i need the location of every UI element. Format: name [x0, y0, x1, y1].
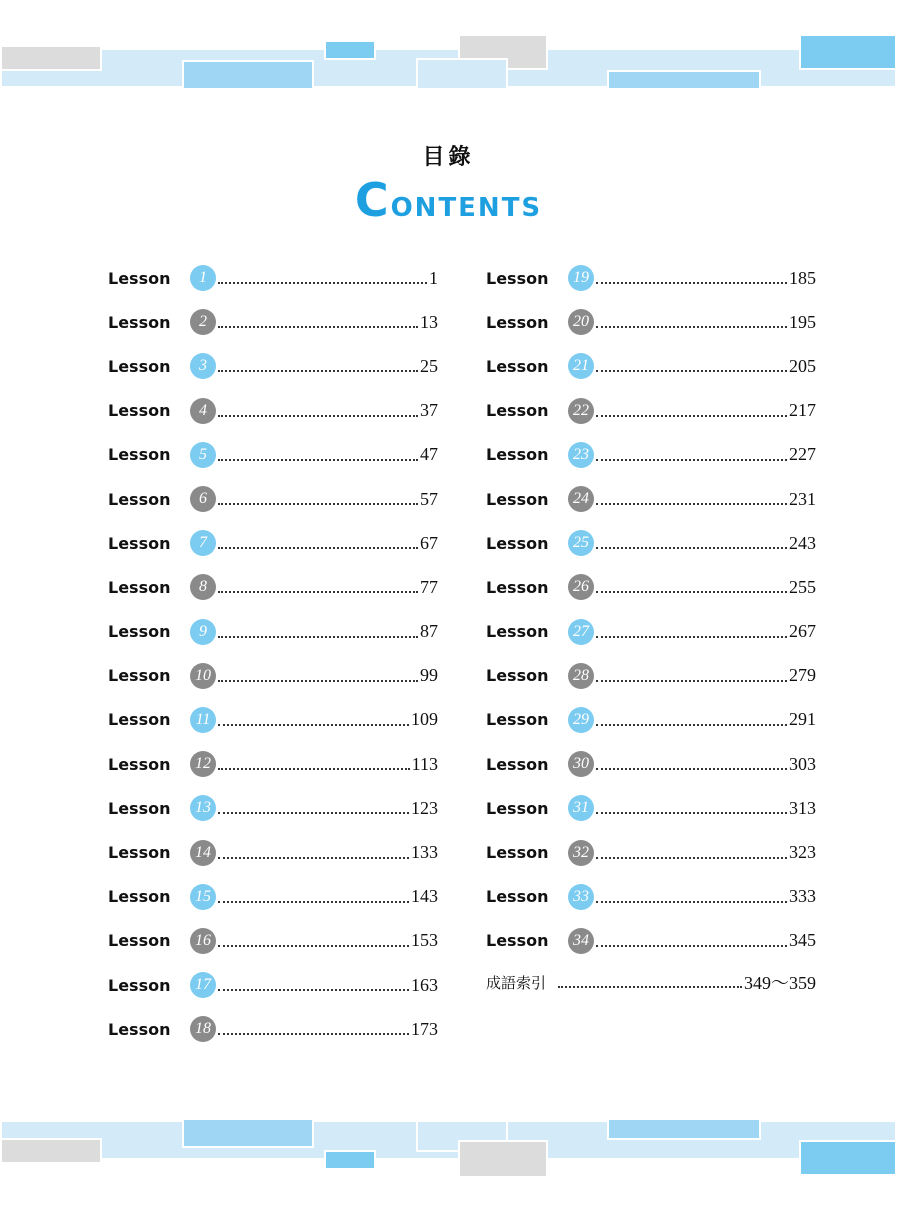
- lesson-number-badge: 2: [190, 309, 216, 335]
- toc-entry[interactable]: [486, 742, 816, 786]
- lesson-number-badge: 18: [190, 1016, 216, 1042]
- dot-leader: [218, 680, 418, 682]
- lesson-number-badge: 6: [190, 486, 216, 512]
- dot-leader: [218, 503, 418, 505]
- lesson-label: Lesson: [486, 533, 549, 553]
- page-number: 1: [429, 267, 438, 288]
- toc-entry[interactable]: [108, 433, 438, 477]
- dot-leader: [218, 326, 418, 328]
- page-number: 99: [420, 665, 438, 686]
- dot-leader: [218, 636, 418, 638]
- lesson-label: Lesson: [108, 754, 171, 774]
- band-block: [0, 45, 102, 71]
- toc-entry[interactable]: [486, 300, 816, 344]
- page-number: 243: [789, 532, 816, 553]
- lesson-label: Lesson: [108, 401, 171, 421]
- lesson-number-badge: 15: [190, 884, 216, 910]
- page-number: 205: [789, 355, 816, 376]
- dot-leader: [596, 459, 787, 461]
- dot-leader: [218, 1033, 409, 1035]
- dot-leader: [596, 680, 787, 682]
- dot-leader: [596, 503, 787, 505]
- dot-leader: [218, 591, 418, 593]
- page-number: 291: [789, 709, 816, 730]
- page-number: 313: [789, 797, 816, 818]
- lesson-label: Lesson: [486, 798, 549, 818]
- lesson-label: Lesson: [486, 622, 549, 642]
- lesson-number-badge: 21: [568, 353, 594, 379]
- toc-entry[interactable]: [108, 565, 438, 609]
- lesson-number-badge: 7: [190, 530, 216, 556]
- page-number: 217: [789, 400, 816, 421]
- band-block: [416, 58, 508, 90]
- toc-entry[interactable]: [108, 875, 438, 919]
- band-block: [458, 1140, 548, 1178]
- toc-entry[interactable]: [108, 389, 438, 433]
- lesson-number-badge: 16: [190, 928, 216, 954]
- page-number: 123: [411, 797, 438, 818]
- dot-leader: [596, 812, 787, 814]
- lesson-number-badge: 34: [568, 928, 594, 954]
- page-number: 113: [411, 753, 438, 774]
- lesson-number-badge: 29: [568, 707, 594, 733]
- page-number: 227: [789, 444, 816, 465]
- lesson-label: Lesson: [108, 622, 171, 642]
- lesson-number-badge: 32: [568, 840, 594, 866]
- lesson-number-badge: 28: [568, 663, 594, 689]
- page-number: 67: [420, 532, 438, 553]
- dot-leader: [596, 591, 787, 593]
- lesson-number-badge: 9: [190, 619, 216, 645]
- lesson-number-badge: 3: [190, 353, 216, 379]
- title-english-rest: ONTENTS: [390, 193, 543, 223]
- lesson-number-badge: 26: [568, 574, 594, 600]
- band-block: [799, 1140, 897, 1176]
- toc-entry[interactable]: [486, 256, 816, 300]
- lesson-number-badge: 11: [190, 707, 216, 733]
- lesson-label: Lesson: [108, 887, 171, 907]
- toc-entry[interactable]: [486, 565, 816, 609]
- dot-leader: [596, 326, 787, 328]
- lesson-label: Lesson: [486, 356, 549, 376]
- toc-entry[interactable]: [108, 300, 438, 344]
- lesson-label: Lesson: [486, 489, 549, 509]
- lesson-label: Lesson: [486, 843, 549, 863]
- page-number: 87: [420, 621, 438, 642]
- toc-entry[interactable]: [108, 256, 438, 300]
- toc-entry[interactable]: [108, 344, 438, 388]
- page-number: 345: [789, 930, 816, 951]
- lesson-label: Lesson: [486, 577, 549, 597]
- dot-leader: [596, 768, 787, 770]
- band-block: [799, 34, 897, 70]
- dot-leader: [596, 857, 787, 859]
- toc-entry[interactable]: [486, 875, 816, 919]
- dot-leader: [596, 370, 787, 372]
- toc-entry[interactable]: [108, 830, 438, 874]
- lesson-label: Lesson: [486, 268, 549, 288]
- lesson-number-badge: 24: [568, 486, 594, 512]
- dot-leader: [218, 857, 409, 859]
- lesson-number-badge: 30: [568, 751, 594, 777]
- lesson-number-badge: 14: [190, 840, 216, 866]
- lesson-label: Lesson: [108, 445, 171, 465]
- lesson-label: Lesson: [108, 268, 171, 288]
- title-chinese: 目錄: [422, 145, 475, 170]
- lesson-number-badge: 10: [190, 663, 216, 689]
- lesson-label: Lesson: [108, 666, 171, 686]
- lesson-label: Lesson: [108, 533, 171, 553]
- toc-right-column: [486, 256, 816, 1001]
- lesson-number-badge: 4: [190, 398, 216, 424]
- lesson-number-badge: 27: [568, 619, 594, 645]
- lesson-label: Lesson: [108, 1019, 171, 1039]
- toc-entry[interactable]: [108, 654, 438, 698]
- dot-leader: [218, 768, 410, 770]
- lesson-number-badge: 23: [568, 442, 594, 468]
- toc-entry[interactable]: [486, 344, 816, 388]
- toc-entry[interactable]: [108, 786, 438, 830]
- page-number: 37: [420, 400, 438, 421]
- dot-leader: [218, 415, 418, 417]
- page-number: 267: [789, 621, 816, 642]
- lesson-label: Lesson: [486, 445, 549, 465]
- toc-entry[interactable]: [486, 521, 816, 565]
- toc-entry[interactable]: [486, 830, 816, 874]
- toc-entry[interactable]: [486, 433, 816, 477]
- dot-leader: [218, 989, 409, 991]
- lesson-number-badge: 8: [190, 574, 216, 600]
- page-number: 143: [411, 886, 438, 907]
- page-number: 333: [789, 886, 816, 907]
- title-english-initial: C: [354, 173, 391, 227]
- toc-entry[interactable]: [486, 610, 816, 654]
- band-block: [182, 1118, 314, 1148]
- page-number: 163: [411, 974, 438, 995]
- page-number: 231: [789, 488, 816, 509]
- dot-leader: [558, 986, 742, 988]
- lesson-number-badge: 31: [568, 795, 594, 821]
- dot-leader: [596, 282, 787, 284]
- page-number: 195: [789, 311, 816, 332]
- page-number: 77: [420, 576, 438, 597]
- lesson-number-badge: 22: [568, 398, 594, 424]
- lesson-label: Lesson: [486, 666, 549, 686]
- lesson-label: Lesson: [108, 577, 171, 597]
- toc-entry[interactable]: [108, 742, 438, 786]
- dot-leader: [218, 459, 418, 461]
- dot-leader: [218, 945, 409, 947]
- dot-leader: [218, 547, 418, 549]
- toc-entry[interactable]: [486, 698, 816, 742]
- lesson-label: Lesson: [486, 312, 549, 332]
- contents-heading: [0, 140, 897, 227]
- band-block: [324, 1150, 376, 1170]
- toc-entry[interactable]: [108, 963, 438, 1007]
- idiom-index-label: 成語索引: [486, 973, 547, 992]
- page-number: 47: [420, 444, 438, 465]
- toc-entry[interactable]: [108, 521, 438, 565]
- lesson-label: Lesson: [108, 931, 171, 951]
- dot-leader: [218, 370, 418, 372]
- dot-leader: [218, 724, 409, 726]
- dot-leader: [218, 901, 409, 903]
- lesson-number-badge: 1: [190, 265, 216, 291]
- page-number: 173: [411, 1018, 438, 1039]
- toc-entry[interactable]: [108, 919, 438, 963]
- lesson-label: Lesson: [486, 710, 549, 730]
- band-block: [324, 40, 376, 60]
- page-number: 185: [789, 267, 816, 288]
- dot-leader: [596, 901, 787, 903]
- band-block: [607, 1118, 761, 1140]
- page-number: 279: [789, 665, 816, 686]
- idiom-index-entry[interactable]: [486, 963, 816, 1001]
- toc-entry[interactable]: [486, 389, 816, 433]
- lesson-number-badge: 19: [568, 265, 594, 291]
- lesson-number-badge: 12: [190, 751, 216, 777]
- lesson-label: Lesson: [108, 312, 171, 332]
- dot-leader: [596, 547, 787, 549]
- lesson-label: Lesson: [108, 975, 171, 995]
- toc-entry[interactable]: [108, 610, 438, 654]
- toc-left-column: [108, 256, 438, 1051]
- toc-entry[interactable]: [486, 919, 816, 963]
- dot-leader: [218, 282, 427, 284]
- lesson-number-badge: 17: [190, 972, 216, 998]
- lesson-label: Lesson: [108, 489, 171, 509]
- lesson-label: Lesson: [108, 356, 171, 376]
- top-decorative-band: [0, 30, 897, 90]
- lesson-number-badge: 33: [568, 884, 594, 910]
- dot-leader: [596, 636, 787, 638]
- lesson-label: Lesson: [486, 401, 549, 421]
- toc-entry[interactable]: [486, 477, 816, 521]
- dot-leader: [596, 415, 787, 417]
- dot-leader: [596, 724, 787, 726]
- title-english: [0, 173, 897, 227]
- lesson-label: Lesson: [486, 887, 549, 907]
- page-number: 133: [411, 842, 438, 863]
- page-number: 323: [789, 842, 816, 863]
- lesson-number-badge: 5: [190, 442, 216, 468]
- lesson-label: Lesson: [108, 710, 171, 730]
- page-number: 303: [789, 753, 816, 774]
- lesson-label: Lesson: [108, 843, 171, 863]
- lesson-label: Lesson: [486, 754, 549, 774]
- lesson-number-badge: 13: [190, 795, 216, 821]
- toc-entry[interactable]: [108, 477, 438, 521]
- lesson-number-badge: 20: [568, 309, 594, 335]
- page-number: 153: [411, 930, 438, 951]
- lesson-number-badge: 25: [568, 530, 594, 556]
- toc-entry[interactable]: [486, 654, 816, 698]
- lesson-label: Lesson: [486, 931, 549, 951]
- band-block: [182, 60, 314, 90]
- page-number: 25: [420, 355, 438, 376]
- band-block: [607, 70, 761, 90]
- bottom-decorative-band: [0, 1118, 897, 1178]
- toc-entry[interactable]: [108, 698, 438, 742]
- dot-leader: [218, 812, 409, 814]
- page-number: 109: [411, 709, 438, 730]
- page-number: 57: [420, 488, 438, 509]
- page-number: 13: [420, 311, 438, 332]
- band-block: [0, 1138, 102, 1164]
- idiom-index-pages: 349～359: [744, 973, 816, 993]
- page-number: 255: [789, 576, 816, 597]
- toc-entry[interactable]: [108, 1007, 438, 1051]
- dot-leader: [596, 945, 787, 947]
- toc-entry[interactable]: [486, 786, 816, 830]
- lesson-label: Lesson: [108, 798, 171, 818]
